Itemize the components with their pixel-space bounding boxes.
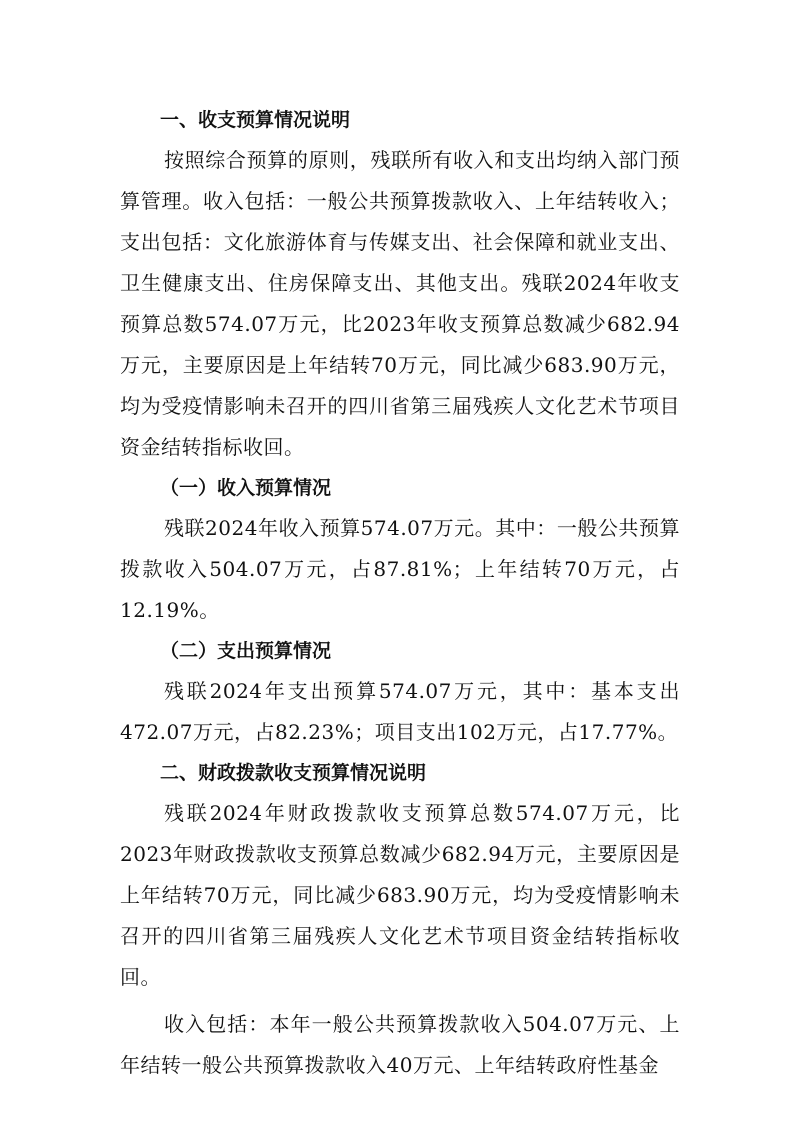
income-budget-paragraph: 残联2024年收入预算574.07万元。其中：一般公共预算拨款收入504.07万元，占87.81%；上年结转70万元，占12.19%。 xyxy=(120,516,680,622)
expenditure-budget-heading: （二）支出预算情况 xyxy=(160,640,332,662)
section-2-heading: 二、财政拨款收支预算情况说明 xyxy=(160,762,427,784)
section-1-heading: 一、收支预算情况说明 xyxy=(160,109,351,131)
document-page xyxy=(120,100,680,1086)
income-budget-heading: （一）收入预算情况 xyxy=(160,477,332,499)
expenditure-budget-paragraph: 残联2024年支出预算574.07万元，其中：基本支出472.07万元，占82.23%；项目支出102万元，占17.77%。 xyxy=(120,679,680,744)
section-2-paragraph-2: 收入包括：本年一般公共预算拨款收入504.07万元、上年结转一般公共预算拨款收入40万元、上年结转政府性基金 xyxy=(120,1012,680,1077)
section-1-paragraph: 按照综合预算的原则，残联所有收入和支出均纳入部门预算管理。收入包括：一般公共预算拨款收入、上年结转收入；支出包括：文化旅游体育与传媒支出、社会保障和就业支出、卫生健康支出、住房保障支出、其他支出。残联2024年收支预算总数574.07万元，比2023年收支预算总数减少682.94万元，主要原因是上年结转70万元，同比减少683.90万元，均为受疫情影响未召开的四川省第三届残疾人文化艺术节项目资金结转指标收回。 xyxy=(120,148,680,459)
section-2-paragraph-1: 残联2024年财政拨款收支预算总数574.07万元，比2023年财政拨款收支预算总数减少682.94万元，主要原因是上年结转70万元，同比减少683.90万元，均为受疫情影响未召开的四川省第三届残疾人文化艺术节项目资金结转指标收回。 xyxy=(120,801,680,989)
